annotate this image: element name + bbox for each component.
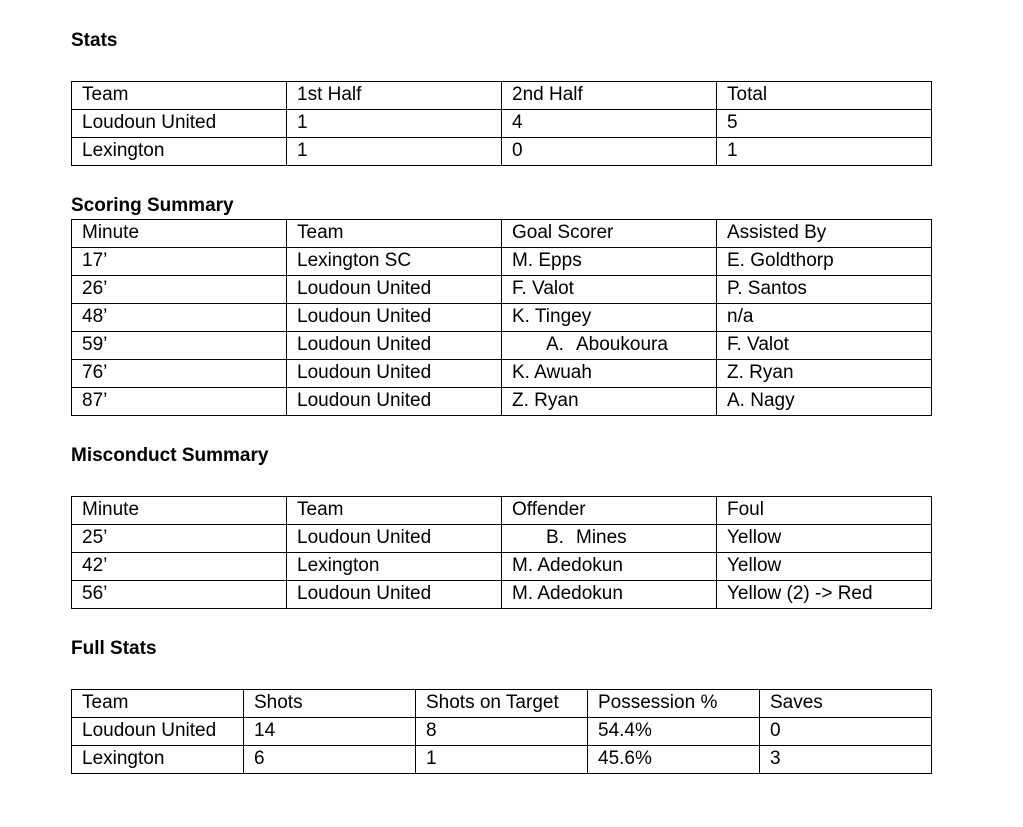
table-cell: Loudoun United [287, 304, 502, 332]
table-cell: Loudoun United [287, 360, 502, 388]
table-cell: 87’ [72, 388, 287, 416]
offender-name: Mines [576, 527, 627, 548]
table-cell: 3 [760, 746, 932, 774]
header-cell: Possession % [588, 690, 760, 718]
table-row [72, 138, 932, 166]
table-cell: F. Valot [717, 332, 932, 360]
misconduct-summary-heading: Misconduct Summary [71, 445, 269, 466]
table-cell [502, 332, 717, 360]
table-cell: E. Goldthorp [717, 248, 932, 276]
table-cell: Yellow [717, 553, 932, 581]
scoring-summary-table [71, 219, 932, 416]
misconduct-summary-table [71, 496, 932, 609]
table-cell: Loudoun United [72, 718, 244, 746]
stats-heading: Stats [71, 30, 118, 51]
table-header-row [72, 690, 932, 718]
table-cell: Loudoun United [287, 388, 502, 416]
table-cell [502, 525, 717, 553]
full-stats-table [71, 689, 932, 774]
table-cell: 5 [717, 110, 932, 138]
table-row [72, 360, 932, 388]
table-row [72, 553, 932, 581]
table-cell: Lexington [72, 746, 244, 774]
table-cell: Lexington [287, 553, 502, 581]
header-cell: 2nd Half [502, 82, 717, 110]
header-cell: Shots on Target [416, 690, 588, 718]
header-cell: Team [72, 82, 287, 110]
table-cell: K. Tingey [502, 304, 717, 332]
table-cell: 14 [244, 718, 416, 746]
table-cell: Yellow (2) -> Red [717, 581, 932, 609]
full-stats-heading: Full Stats [71, 638, 157, 659]
table-cell: 8 [416, 718, 588, 746]
header-cell: Team [287, 220, 502, 248]
table-cell: 6 [244, 746, 416, 774]
table-cell: 76’ [72, 360, 287, 388]
table-cell: 4 [502, 110, 717, 138]
list-marker: A. [546, 334, 564, 355]
table-cell: 1 [287, 110, 502, 138]
table-cell: 1 [416, 746, 588, 774]
list-marker: B. [546, 527, 564, 548]
table-header-row [72, 82, 932, 110]
table-cell: F. Valot [502, 276, 717, 304]
table-cell: 1 [717, 138, 932, 166]
table-cell: Loudoun United [287, 276, 502, 304]
table-cell: 56’ [72, 581, 287, 609]
table-row [72, 110, 932, 138]
table-cell: n/a [717, 304, 932, 332]
table-cell: K. Awuah [502, 360, 717, 388]
header-cell: Team [287, 497, 502, 525]
header-cell: Shots [244, 690, 416, 718]
scoring-summary-heading: Scoring Summary [71, 195, 234, 216]
table-header-row [72, 497, 932, 525]
table-cell: 45.6% [588, 746, 760, 774]
header-cell: Assisted By [717, 220, 932, 248]
table-cell: Z. Ryan [502, 388, 717, 416]
table-cell: Loudoun United [287, 525, 502, 553]
table-cell: 59’ [72, 332, 287, 360]
table-cell: 26’ [72, 276, 287, 304]
table-cell: 0 [502, 138, 717, 166]
table-cell: 0 [760, 718, 932, 746]
header-cell: Offender [502, 497, 717, 525]
table-cell: 1 [287, 138, 502, 166]
table-row [72, 525, 932, 553]
header-cell: Team [72, 690, 244, 718]
header-cell: Foul [717, 497, 932, 525]
table-row [72, 248, 932, 276]
table-cell: Loudoun United [287, 332, 502, 360]
table-cell: 54.4% [588, 718, 760, 746]
header-cell: Total [717, 82, 932, 110]
table-cell: M. Adedokun [502, 553, 717, 581]
table-row [72, 718, 932, 746]
table-cell: M. Adedokun [502, 581, 717, 609]
table-cell: Loudoun United [287, 581, 502, 609]
table-cell: Yellow [717, 525, 932, 553]
table-row [72, 304, 932, 332]
header-cell: Minute [72, 220, 287, 248]
table-row [72, 746, 932, 774]
table-cell: Lexington [72, 138, 287, 166]
table-cell: 48’ [72, 304, 287, 332]
table-row [72, 276, 932, 304]
table-cell: 25’ [72, 525, 287, 553]
table-cell: M. Epps [502, 248, 717, 276]
header-cell: Goal Scorer [502, 220, 717, 248]
table-cell: 17’ [72, 248, 287, 276]
table-header-row [72, 220, 932, 248]
header-cell: Minute [72, 497, 287, 525]
stats-table [71, 81, 932, 166]
table-row [72, 581, 932, 609]
table-cell: A. Nagy [717, 388, 932, 416]
table-cell: P. Santos [717, 276, 932, 304]
header-cell: 1st Half [287, 82, 502, 110]
table-cell: Loudoun United [72, 110, 287, 138]
goal-scorer-name: Aboukoura [576, 334, 668, 355]
table-row [72, 388, 932, 416]
table-cell: Lexington SC [287, 248, 502, 276]
header-cell: Saves [760, 690, 932, 718]
table-row [72, 332, 932, 360]
table-cell: Z. Ryan [717, 360, 932, 388]
table-cell: 42’ [72, 553, 287, 581]
